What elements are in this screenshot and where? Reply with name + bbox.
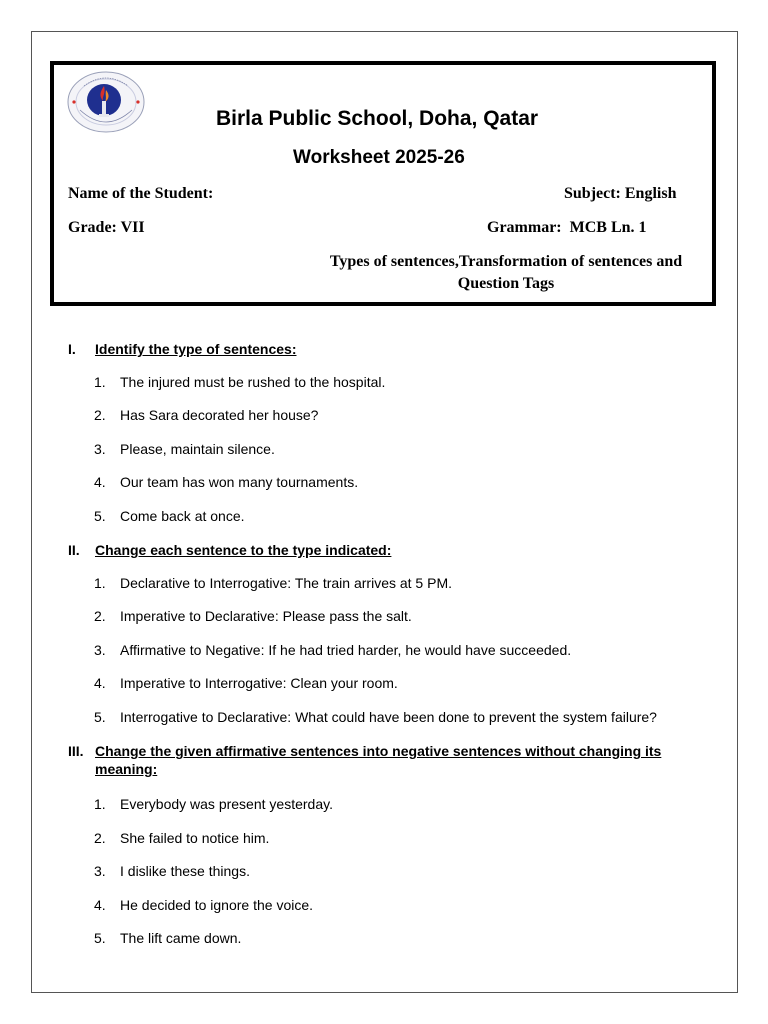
item-number: 5. bbox=[94, 930, 106, 946]
list-item bbox=[94, 507, 245, 525]
student-name-label: Name of the Student: bbox=[68, 185, 214, 202]
list-item bbox=[94, 929, 241, 947]
list-item bbox=[94, 473, 358, 491]
item-text: Imperative to Interrogative: Clean your room. bbox=[120, 675, 398, 691]
school-name: Birla Public School, Doha, Qatar bbox=[216, 107, 539, 130]
section-numeral: III. bbox=[68, 743, 84, 759]
item-number: 4. bbox=[94, 474, 106, 490]
list-item bbox=[94, 373, 385, 391]
section-title: Change each sentence to the type indicated: bbox=[95, 542, 392, 558]
item-number: 3. bbox=[94, 441, 106, 457]
section-title: Change the given affirmative sentences into negative sentences without changing its meaning: bbox=[95, 743, 662, 777]
item-number: 4. bbox=[94, 675, 106, 691]
item-number: 4. bbox=[94, 897, 106, 913]
item-text: Imperative to Declarative: Please pass the salt. bbox=[120, 608, 412, 624]
item-text: I dislike these things. bbox=[120, 863, 250, 879]
item-number: 2. bbox=[94, 407, 106, 423]
list-item bbox=[94, 406, 318, 424]
item-number: 5. bbox=[94, 508, 106, 524]
item-number: 1. bbox=[94, 796, 106, 812]
grammar-label: Grammar: MCB Ln. 1 bbox=[487, 219, 647, 236]
list-item bbox=[94, 862, 250, 880]
item-text: Please, maintain silence. bbox=[120, 441, 275, 457]
list-item bbox=[94, 674, 398, 692]
item-number: 3. bbox=[94, 863, 106, 879]
subject-label: Subject: English bbox=[564, 185, 677, 202]
item-number: 5. bbox=[94, 709, 106, 725]
section-numeral: I. bbox=[68, 341, 76, 357]
item-text: The lift came down. bbox=[120, 930, 242, 946]
list-item bbox=[94, 641, 571, 659]
item-number: 1. bbox=[94, 575, 106, 591]
worksheet-title: Worksheet 2025-26 bbox=[293, 147, 465, 168]
item-number: 2. bbox=[94, 830, 106, 846]
list-item bbox=[94, 607, 412, 625]
item-text: He decided to ignore the voice. bbox=[120, 897, 314, 913]
item-number: 1. bbox=[94, 374, 106, 390]
list-item bbox=[94, 708, 657, 726]
worksheet-topic: Types of sentences,Transformation of sentences and Question Tags bbox=[329, 253, 683, 292]
item-text: The injured must be rushed to the hospital. bbox=[120, 374, 386, 390]
list-item bbox=[94, 574, 452, 592]
grade-label: Grade: VII bbox=[68, 219, 145, 236]
school-logo-icon bbox=[66, 70, 146, 134]
list-item bbox=[94, 440, 275, 458]
item-text: Everybody was present yesterday. bbox=[120, 796, 333, 812]
item-text: Has Sara decorated her house? bbox=[120, 407, 319, 423]
item-text: Interrogative to Declarative: What could have been done to prevent the system failure? bbox=[120, 709, 657, 725]
item-number: 2. bbox=[94, 608, 106, 624]
item-number: 3. bbox=[94, 642, 106, 658]
item-text: Come back at once. bbox=[120, 508, 245, 524]
item-text: Declarative to Interrogative: The train arrives at 5 PM. bbox=[120, 575, 452, 591]
item-text: Affirmative to Negative: If he had tried harder, he would have succeeded. bbox=[120, 642, 572, 658]
list-item bbox=[94, 896, 313, 914]
list-item bbox=[94, 795, 333, 813]
list-item bbox=[94, 829, 269, 847]
section-title: Identify the type of sentences: bbox=[95, 341, 297, 357]
section-numeral: II. bbox=[68, 542, 80, 558]
item-text: She failed to notice him. bbox=[120, 830, 270, 846]
item-text: Our team has won many tournaments. bbox=[120, 474, 359, 490]
